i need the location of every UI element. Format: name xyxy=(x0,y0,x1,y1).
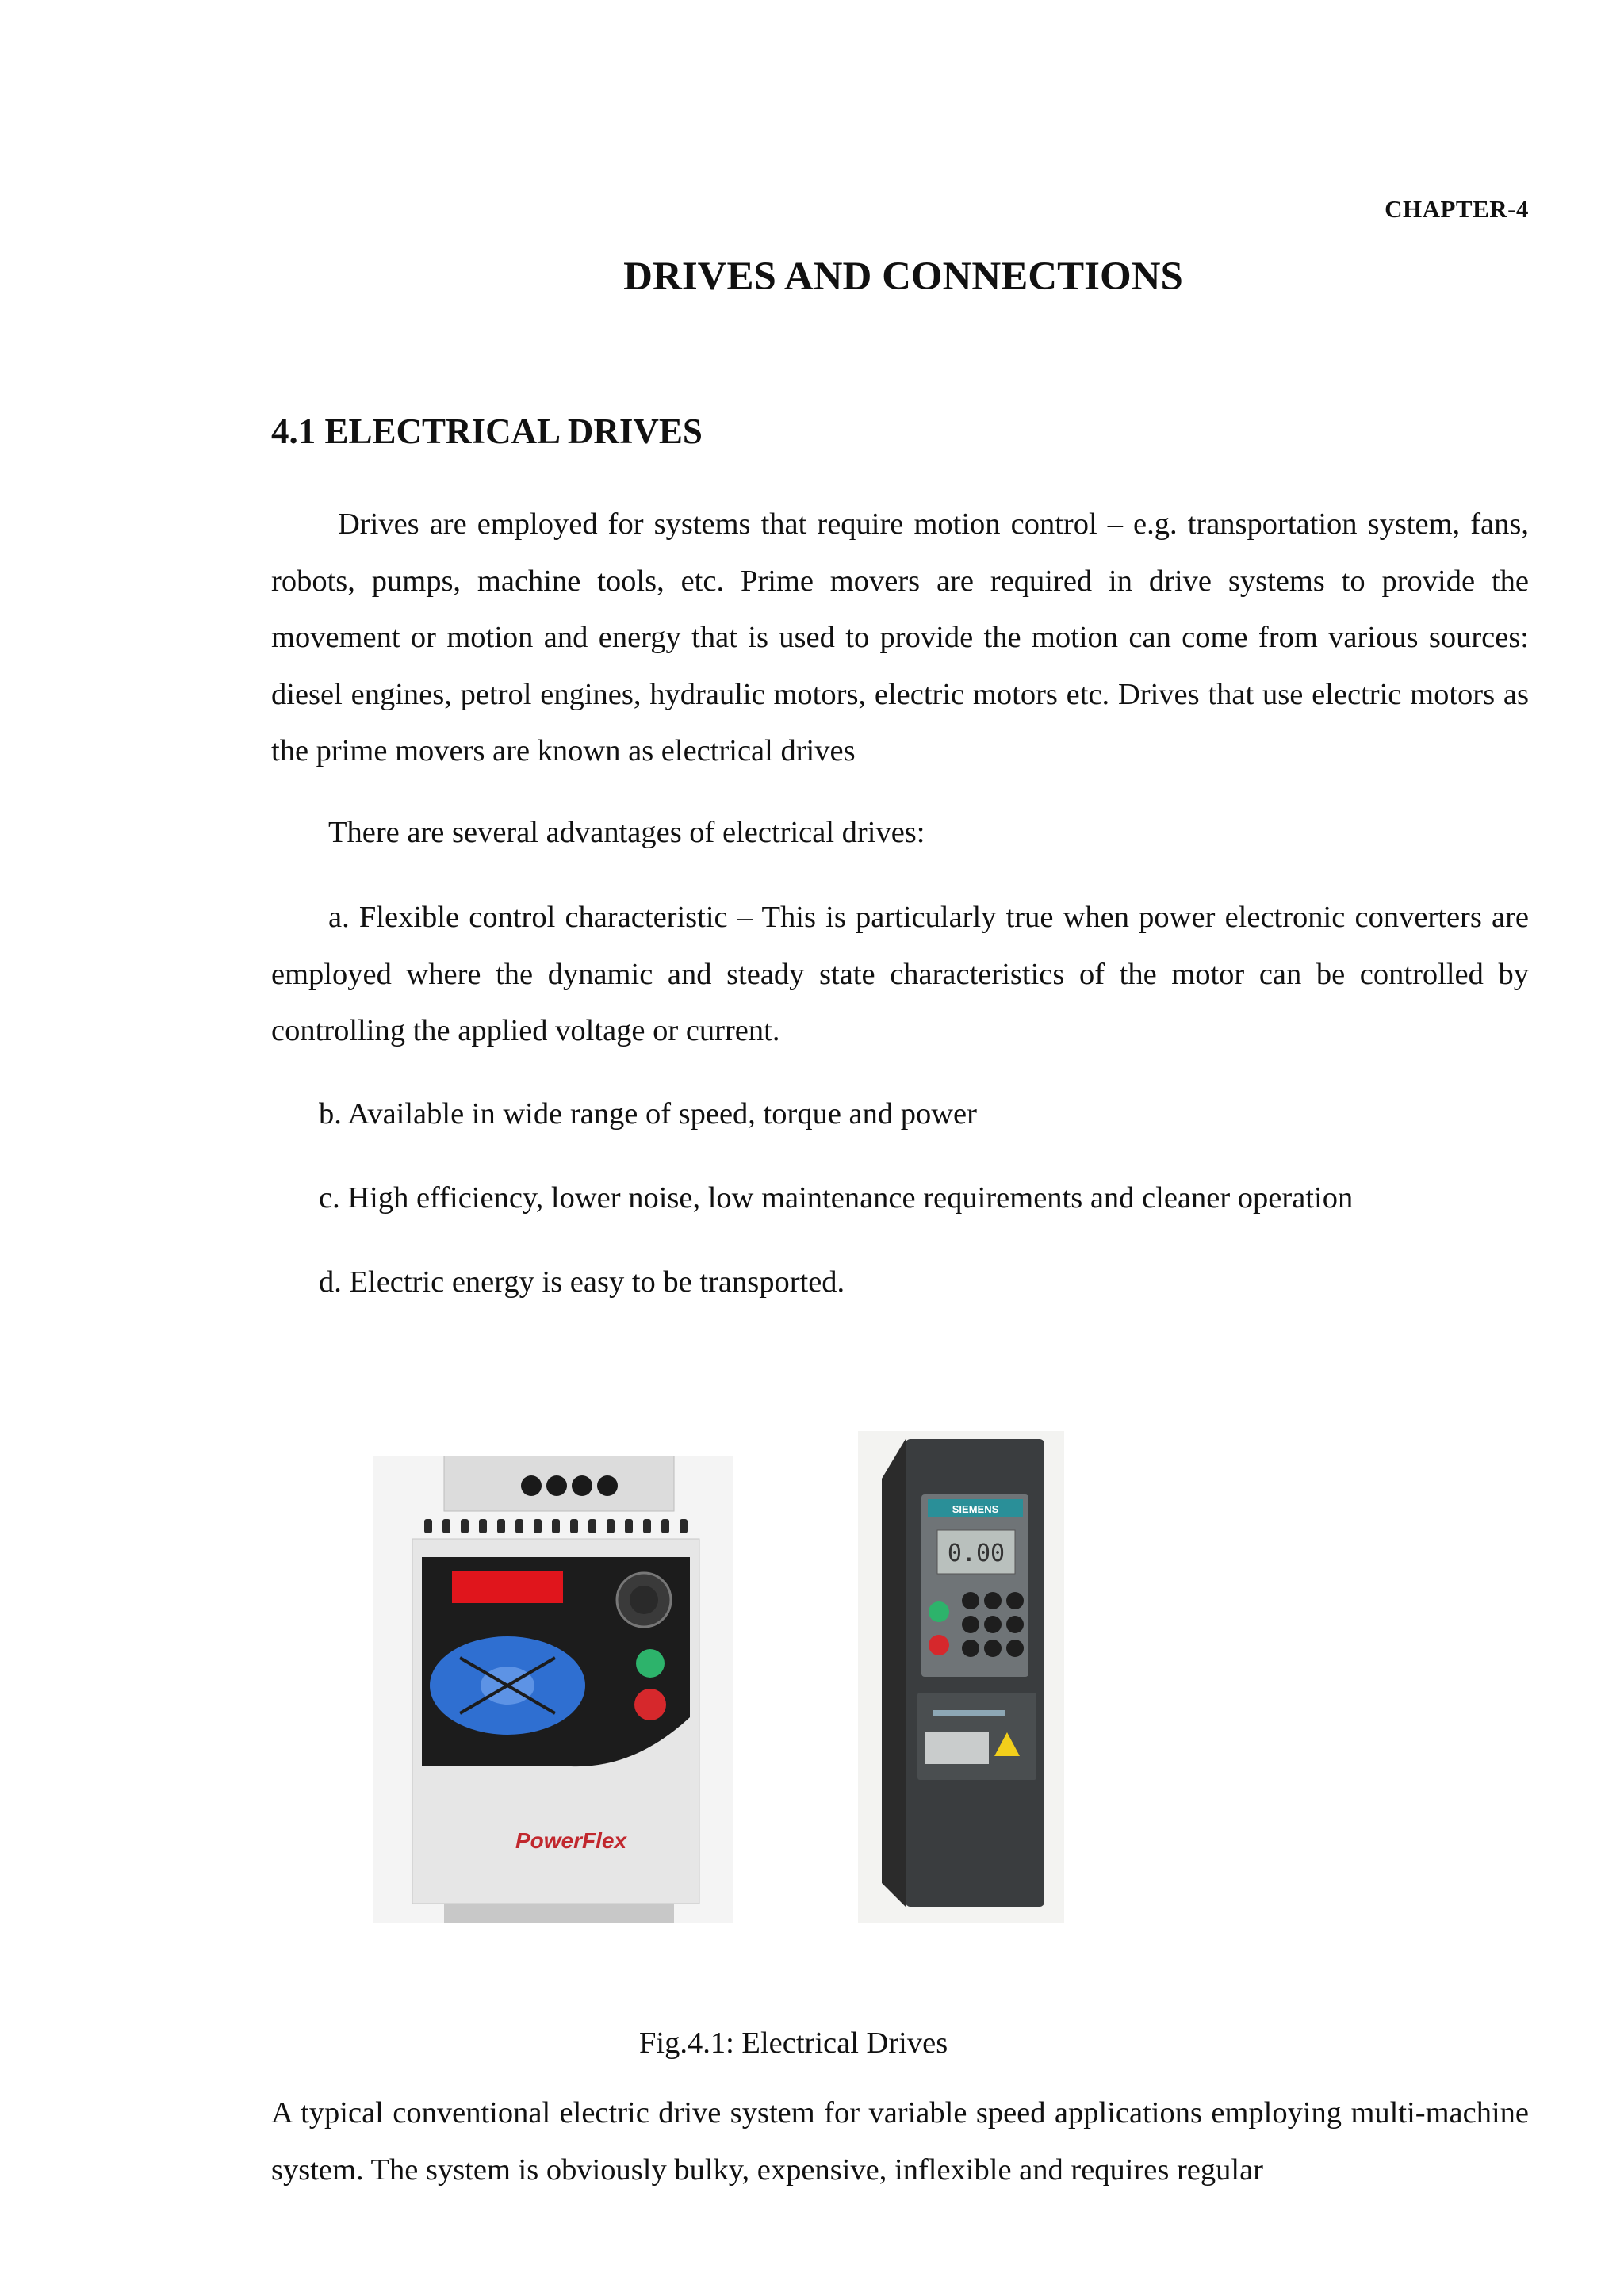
page-title-text: DRIVES AND CONNECTIONS xyxy=(623,254,1183,299)
siemens-drive-illustration xyxy=(858,1431,1064,1923)
paragraph-intro: Drives are employed for systems that require motion control – e.g. transportation system, fans, robots, pumps, machine tools, etc. Prime movers are required in drive systems to provide the movement or motion and energy that is used to provide the motion can come from various sources: diesel engines, petrol engines, hydraulic motors, electric motors etc. Drives that use electric motors as the prime movers are known as electrical drives xyxy=(271,507,1529,767)
list-item-b: b. Available in wide range of speed, torque and power xyxy=(319,1097,977,1131)
list-item-d: d. Electric energy is easy to be transported. xyxy=(319,1265,845,1299)
list-item-c: c. High efficiency, lower noise, low maintenance requirements and cleaner operation xyxy=(319,1181,1354,1215)
chapter-label: CHAPTER-4 xyxy=(1385,195,1529,223)
siemens-drive-image xyxy=(858,1431,1064,1923)
figure-caption: Fig.4.1: Electrical Drives xyxy=(639,2026,948,2060)
list-item-a: a. Flexible control characteristic – This is particularly true when power electronic converters are employed where the dynamic and steady state characteristics of the motor can be controlled by controlling the applied voltage or current. xyxy=(271,901,1529,1047)
section-heading: 4.1 ELECTRICAL DRIVES xyxy=(271,411,703,451)
powerflex-logo-text: PowerFlex xyxy=(515,1828,627,1853)
paragraph-advantages-intro: There are several advantages of electrical drives: xyxy=(328,816,925,849)
paragraph-closing: A typical conventional electric drive system for variable speed applications employing multi-machine system. The system is obviously bulky, expensive, inflexible and requires regular xyxy=(271,2096,1529,2187)
powerflex-drive-illustration xyxy=(373,1456,733,1923)
siemens-display-readout: 0.00 xyxy=(947,1540,1005,1567)
siemens-logo-text: SIEMENS xyxy=(952,1503,999,1515)
page-title xyxy=(0,254,1624,300)
powerflex-drive-image xyxy=(373,1456,733,1923)
